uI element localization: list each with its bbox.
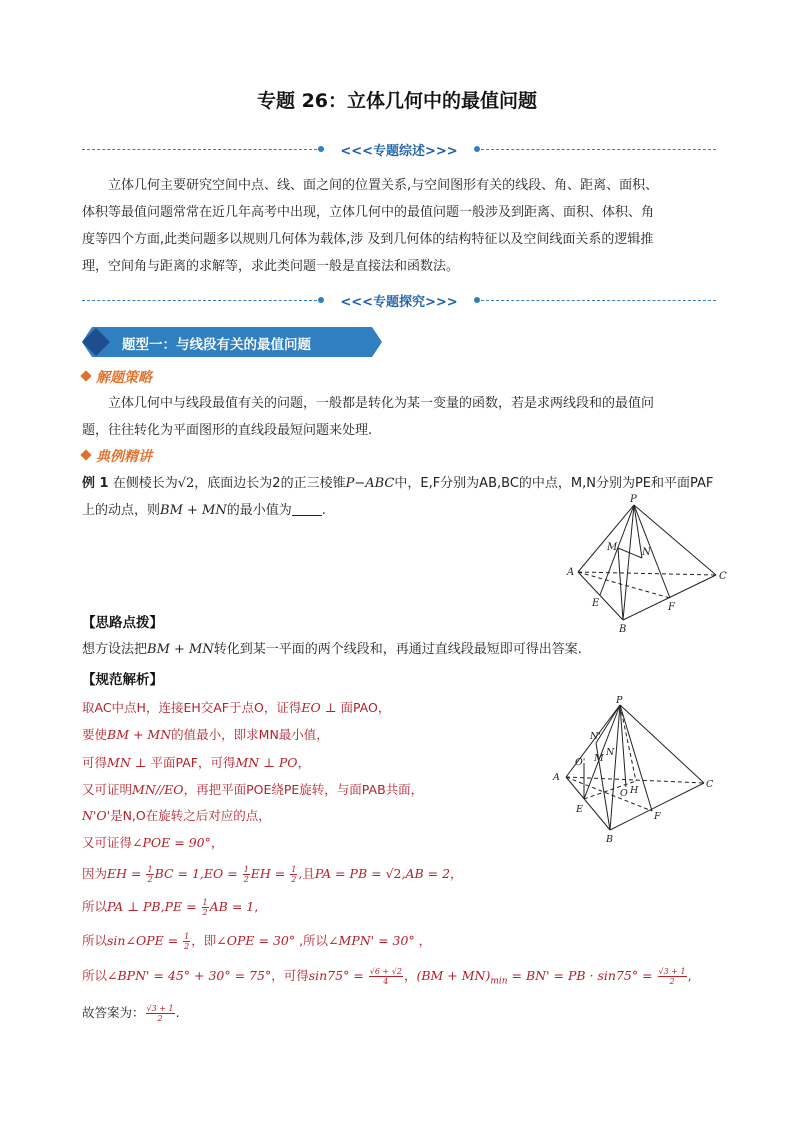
example-text-part: 在侧棱长为	[112, 476, 178, 491]
solution-text: 又可证明	[82, 782, 133, 797]
solution-text: 面PAO，	[340, 700, 391, 715]
solution-math: ∠POE = 90°	[132, 835, 211, 850]
solution-math: MN ⊥ PO	[235, 755, 298, 770]
edge-AB	[566, 777, 610, 830]
solution-math: MN ⊥	[107, 755, 147, 770]
edge-PF	[634, 505, 670, 598]
diamond-icon	[80, 370, 91, 381]
solution-math: ∠OPE = 30°	[216, 933, 296, 948]
strategy-line: 题，往往转化为平面图形的直线段最短问题来处理.	[82, 423, 373, 438]
label-E: E	[592, 598, 600, 609]
section-divider-overview	[82, 142, 716, 158]
example-heading-text: 典例精讲	[96, 449, 152, 465]
label-N: N	[642, 547, 651, 558]
section-divider-explore	[82, 293, 716, 309]
edge-PN	[634, 505, 642, 558]
label-P: P	[630, 494, 637, 505]
example-text-part: 的最小值为	[226, 503, 292, 518]
solution-math: sin∠OPE = $\frac{1}{2}$	[107, 932, 190, 951]
hint-text-part: 转化到某一平面的两个线段和，再通过直线段最短即可得出答案.	[213, 642, 582, 657]
topic-banner	[82, 327, 382, 357]
edge-AB	[578, 572, 623, 620]
example-heading	[82, 446, 152, 466]
diamond-icon	[80, 449, 91, 460]
label-M: M	[594, 753, 604, 764]
solution-text: 可得	[82, 755, 108, 770]
divider-line	[481, 149, 716, 150]
strategy-line: 立体几何中与线段最值有关的问题，一般都是转化为某一变量的函数，若是求两线段和的最值问	[108, 396, 655, 411]
solution-math: ∠BPN' = 45° + 30° = 75°	[107, 968, 272, 983]
solution-math: MN//EO	[132, 782, 184, 797]
solution-text: 是N,O在旋转之后对应的点，	[110, 808, 271, 823]
solution-math: N'O'	[82, 808, 111, 823]
example-text-part: ，底面边长为2的正三棱锥	[194, 476, 346, 491]
solution-line-8: 所以PA ⊥ PB,PE = $\frac{1}{2}$ AB = 1,	[82, 898, 259, 917]
divider-dot	[474, 146, 480, 152]
hint-text-part: 想方设法把	[82, 642, 148, 657]
strategy-paragraph	[82, 390, 712, 444]
solution-line-10: 所以∠BPN' = 45° + 30° = 75°，可得sin75° = $\frac{√6 + √2}{4}$ ，$(BM + MN)_{min} = BN'$ = PB · sin75° = $\frac{√3 + 1}{2}$ ,	[82, 967, 692, 987]
solution-math: √2	[385, 866, 402, 881]
divider-dot	[474, 297, 480, 303]
hint-heading: 【思路点拨】	[82, 615, 163, 631]
edge-PB	[623, 505, 634, 620]
solution-math: PA ⊥ PB,PE = $\frac{1}{2}$ AB = 1	[107, 898, 255, 917]
edge-PC	[620, 705, 704, 783]
label-A: A	[567, 567, 575, 578]
solution-text: 又可证得	[82, 835, 133, 850]
solution-math: $(BM + MN)_{min} = BN'$ = PB · sin75° = $\frac{√3 + 1}{2}$	[416, 967, 686, 987]
edge-PB	[610, 705, 620, 830]
solution-text: 的值最小，即求MN最小值，	[171, 727, 329, 742]
example-text-part: 中，E,F分别为AB,BC的中点，M,N分别为PE和平面PAF	[394, 476, 714, 491]
label-E: E	[576, 804, 583, 815]
label-F: F	[668, 602, 675, 613]
hint-math: BM + MN	[147, 642, 214, 657]
edge-AC-hidden	[578, 572, 716, 575]
segment-PO	[620, 705, 626, 787]
solution-line-7: 因为EH = $\frac{1}{2}$ BC = 1,EO = $\frac{1}{2}$ EH = $\frac{1}{2}$ ,且PA = PB = √2,AB = 2，	[82, 865, 463, 884]
strategy-heading-text: 解题策略	[96, 370, 152, 386]
label-M: M	[607, 542, 618, 553]
example-label: 例 1	[82, 476, 109, 491]
solution-math: PA = PB =	[314, 866, 386, 881]
label-O-prime: O'	[575, 757, 586, 768]
label-C: C	[719, 571, 727, 582]
overview-line: 体积等最值问题常常在近几年高考中出现，立体几何中的最值问题一般涉及到距离、面积、体积、角	[82, 205, 655, 220]
solution-text: ，再把平面POE绕PE旋转，与面PAB共面，	[183, 782, 424, 797]
page-title: 专题 26：立体几何中的最值问题	[256, 90, 538, 112]
label-N: N	[606, 747, 615, 758]
solution-text: 所以	[82, 899, 108, 914]
solution-text: 取AC中点H，连接EH交AF于点O，证得	[82, 700, 302, 715]
overview-line: 度等四个方面,此类问题多以规则几何体为载体,涉 及到几何体的结构特征以及空间线面关系的逻辑推	[82, 232, 654, 247]
solution-math: ∠MPN' = 30°	[328, 933, 415, 948]
example-math: P−ABC	[345, 476, 395, 491]
edge-PC	[634, 505, 716, 575]
pyramid-diagram-2	[548, 695, 728, 845]
edge-PE	[584, 705, 620, 799]
example-text-part: 上的动点，则	[82, 503, 161, 518]
solution-math: EO ⊥	[301, 700, 337, 715]
solution-math: ,AB = 2	[401, 866, 451, 881]
label-F: F	[654, 811, 661, 822]
solution-heading: 【规范解析】	[82, 672, 163, 688]
segment-EH-hidden	[584, 781, 636, 799]
label-B: B	[606, 834, 613, 845]
section-label-explore: <<<专题探究>>>	[340, 295, 458, 310]
solution-text: 平面PAF，可得	[150, 755, 236, 770]
solution-text: 要使	[82, 727, 108, 742]
label-O: O	[620, 788, 628, 799]
divider-line	[481, 300, 716, 301]
overview-line: 立体几何主要研究空间中点、线、面之间的位置关系,与空间图形有关的线段、角、距离、面积、	[108, 178, 659, 193]
solution-math: sin75° = $\frac{√6 + √2}{4}$	[308, 967, 402, 986]
example-math: BM + MN	[160, 503, 227, 518]
final-answer-label: 故答案为：	[82, 1005, 145, 1020]
label-P: P	[616, 695, 623, 706]
example-math: √2	[177, 476, 195, 491]
overview-paragraph	[82, 172, 712, 280]
solution-line-9: 所以sin∠OPE = $\frac{1}{2}$ ，即∠OPE = 30° ,所以∠MPN' = 30° ，	[82, 932, 432, 951]
final-answer-value: $\frac{√3 + 1}{2}$	[146, 1004, 174, 1023]
solution-final: 故答案为： $\frac{√3 + 1}{2}$ .	[82, 1004, 180, 1023]
solution-text: 因为	[82, 866, 108, 881]
label-B: B	[619, 624, 627, 635]
answer-blank	[292, 503, 322, 516]
example-text-part: .	[321, 503, 326, 518]
label-H: H	[630, 785, 639, 796]
label-C: C	[706, 779, 714, 790]
section-label-overview: <<<专题综述>>>	[340, 144, 458, 159]
pyramid-diagram-1	[560, 490, 740, 640]
label-N-prime: N'	[590, 731, 601, 742]
solution-text: 所以	[82, 933, 108, 948]
solution-text: ，	[297, 755, 311, 770]
overview-line: 理，空间角与距离的求解等，求此类问题一般是直接法和函数法。	[82, 259, 460, 274]
solution-math: EH = $\frac{1}{2}$ BC = 1,EO = $\frac{1}{2}$ EH = $\frac{1}{2}$ ,	[107, 865, 303, 884]
edge-PA	[578, 505, 634, 572]
solution-math: BM + MN	[107, 727, 172, 742]
banner-text: 题型一：与线段有关的最值问题	[122, 337, 311, 353]
label-A: A	[553, 772, 560, 783]
solution-text: 所以	[82, 968, 108, 983]
solution-text: ，	[210, 835, 224, 850]
strategy-heading	[82, 367, 152, 387]
edge-AC-hidden	[566, 777, 704, 783]
segment-AF-hidden	[578, 572, 670, 598]
hint-paragraph	[82, 636, 712, 663]
